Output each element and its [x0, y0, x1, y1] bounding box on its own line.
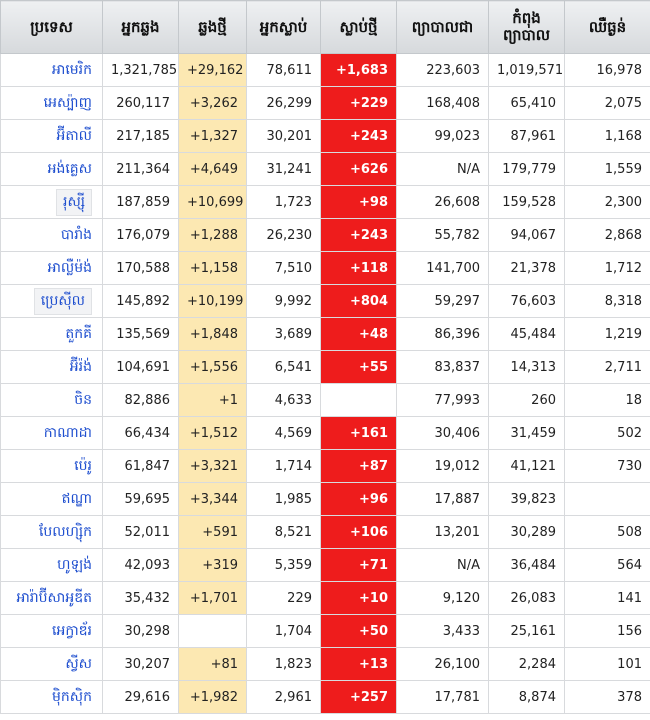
deaths-cell: 4,633: [247, 384, 321, 417]
cases-cell: 42,093: [103, 549, 179, 582]
critical-cell: 1,559: [565, 153, 650, 186]
new-cases-cell: +29,162: [179, 54, 247, 87]
recovered-cell: 168,408: [397, 87, 489, 120]
new-cases-cell: +1,158: [179, 252, 247, 285]
deaths-cell: 1,714: [247, 450, 321, 483]
new-cases-cell: +1,982: [179, 681, 247, 714]
table-row: [1, 285, 650, 318]
country-label[interactable]: ប្រេស៊ីល: [34, 288, 92, 315]
header-cases[interactable]: អ្នកឆ្លង: [103, 1, 179, 54]
table-row: [1, 318, 650, 351]
new-deaths-cell: +1,683: [321, 54, 397, 87]
critical-cell: 564: [565, 549, 650, 582]
critical-cell: 378: [565, 681, 650, 714]
cases-cell: 30,207: [103, 648, 179, 681]
header-active[interactable]: កំពុងព្យាបាល: [489, 1, 565, 54]
recovered-cell: 9,120: [397, 582, 489, 615]
recovered-cell: 26,608: [397, 186, 489, 219]
new-deaths-cell: +229: [321, 87, 397, 120]
country-cell[interactable]: អង់គ្លេស: [1, 153, 103, 186]
active-cell: 30,289: [489, 516, 565, 549]
recovered-cell: 26,100: [397, 648, 489, 681]
recovered-cell: 17,887: [397, 483, 489, 516]
table-row: [1, 483, 650, 516]
new-deaths-cell: +626: [321, 153, 397, 186]
new-cases-cell: [179, 615, 247, 648]
table-row: [1, 549, 650, 582]
cases-cell: 104,691: [103, 351, 179, 384]
table-row: [1, 54, 650, 87]
cases-cell: 29,616: [103, 681, 179, 714]
new-cases-cell: +1: [179, 384, 247, 417]
critical-cell: 156: [565, 615, 650, 648]
new-deaths-cell: +106: [321, 516, 397, 549]
new-cases-cell: +319: [179, 549, 247, 582]
country-cell[interactable]: អារ៉ាប៊ីសាអូឌីត: [1, 582, 103, 615]
new-cases-cell: +1,848: [179, 318, 247, 351]
new-deaths-cell: [321, 384, 397, 417]
table-body: [1, 54, 650, 714]
deaths-cell: 31,241: [247, 153, 321, 186]
new-cases-cell: +10,699: [179, 186, 247, 219]
active-cell: 8,874: [489, 681, 565, 714]
country-cell[interactable]: កាណាដា: [1, 417, 103, 450]
deaths-cell: 30,201: [247, 120, 321, 153]
recovered-cell: 17,781: [397, 681, 489, 714]
table-header: [1, 1, 650, 54]
active-cell: 159,528: [489, 186, 565, 219]
critical-cell: 8,318: [565, 285, 650, 318]
active-cell: 14,313: [489, 351, 565, 384]
active-cell: 25,161: [489, 615, 565, 648]
critical-cell: 16,978: [565, 54, 650, 87]
deaths-cell: 78,611: [247, 54, 321, 87]
deaths-cell: 2,961: [247, 681, 321, 714]
new-cases-cell: +591: [179, 516, 247, 549]
country-cell[interactable]: [1, 285, 103, 318]
recovered-cell: 55,782: [397, 219, 489, 252]
cases-cell: 217,185: [103, 120, 179, 153]
country-cell[interactable]: អាមេរិក: [1, 54, 103, 87]
critical-cell: 141: [565, 582, 650, 615]
header-critical[interactable]: ឈឺធ្ងន់: [565, 1, 650, 54]
new-deaths-cell: +96: [321, 483, 397, 516]
new-deaths-cell: +804: [321, 285, 397, 318]
cases-cell: 52,011: [103, 516, 179, 549]
new-deaths-cell: +10: [321, 582, 397, 615]
active-cell: 94,067: [489, 219, 565, 252]
deaths-cell: 7,510: [247, 252, 321, 285]
deaths-cell: 5,359: [247, 549, 321, 582]
cases-cell: 66,434: [103, 417, 179, 450]
active-cell: 21,378: [489, 252, 565, 285]
recovered-cell: 3,433: [397, 615, 489, 648]
table-row: [1, 648, 650, 681]
deaths-cell: 1,823: [247, 648, 321, 681]
country-cell[interactable]: បារាំង: [1, 219, 103, 252]
active-cell: 41,121: [489, 450, 565, 483]
table-row: [1, 450, 650, 483]
new-cases-cell: +1,701: [179, 582, 247, 615]
new-cases-cell: +10,199: [179, 285, 247, 318]
cases-cell: 35,432: [103, 582, 179, 615]
header-recovered[interactable]: ព្យាបាលជា: [397, 1, 489, 54]
table-row: [1, 615, 650, 648]
table-row: [1, 87, 650, 120]
table-row: [1, 516, 650, 549]
critical-cell: 1,219: [565, 318, 650, 351]
recovered-cell: N/A: [397, 153, 489, 186]
new-cases-cell: +1,288: [179, 219, 247, 252]
cases-cell: 82,886: [103, 384, 179, 417]
new-deaths-cell: +161: [321, 417, 397, 450]
new-deaths-cell: +87: [321, 450, 397, 483]
country-cell[interactable]: ឥណ្ឌា: [1, 483, 103, 516]
country-cell[interactable]: ចិន: [1, 384, 103, 417]
deaths-cell: 3,689: [247, 318, 321, 351]
table-row: [1, 252, 650, 285]
country-cell[interactable]: បែលហ្ស៊ិក: [1, 516, 103, 549]
new-deaths-cell: +243: [321, 120, 397, 153]
new-cases-cell: +3,344: [179, 483, 247, 516]
cases-cell: 1,321,785: [103, 54, 179, 87]
new-deaths-cell: +13: [321, 648, 397, 681]
table-row: [1, 417, 650, 450]
active-cell: 260: [489, 384, 565, 417]
new-cases-cell: +4,649: [179, 153, 247, 186]
deaths-cell: 4,569: [247, 417, 321, 450]
country-cell[interactable]: អ៊ីរ៉ង់: [1, 351, 103, 384]
new-deaths-cell: +257: [321, 681, 397, 714]
new-deaths-cell: +243: [321, 219, 397, 252]
new-deaths-cell: +55: [321, 351, 397, 384]
deaths-cell: 6,541: [247, 351, 321, 384]
header-deaths[interactable]: អ្នកស្លាប់: [247, 1, 321, 54]
critical-cell: 2,075: [565, 87, 650, 120]
cases-cell: 135,569: [103, 318, 179, 351]
deaths-cell: 26,230: [247, 219, 321, 252]
country-cell[interactable]: អេក្វាឌ័រ: [1, 615, 103, 648]
cases-cell: 187,859: [103, 186, 179, 219]
critical-cell: 730: [565, 450, 650, 483]
table-row: [1, 186, 650, 219]
recovered-cell: 141,700: [397, 252, 489, 285]
header-new-deaths[interactable]: ស្លាប់ថ្មី: [321, 1, 397, 54]
recovered-cell: 99,023: [397, 120, 489, 153]
active-cell: 36,484: [489, 549, 565, 582]
deaths-cell: 229: [247, 582, 321, 615]
new-deaths-cell: +118: [321, 252, 397, 285]
active-cell: 65,410: [489, 87, 565, 120]
new-cases-cell: +1,327: [179, 120, 247, 153]
deaths-cell: 8,521: [247, 516, 321, 549]
country-cell[interactable]: ម៉ិកស៊ិក: [1, 681, 103, 714]
table-row: [1, 681, 650, 714]
country-cell[interactable]: ហូឡង់: [1, 549, 103, 582]
table-row: [1, 153, 650, 186]
recovered-cell: 13,201: [397, 516, 489, 549]
table-row: [1, 351, 650, 384]
country-cell[interactable]: [1, 186, 103, 219]
cases-cell: 211,364: [103, 153, 179, 186]
active-cell: 87,961: [489, 120, 565, 153]
new-cases-cell: +81: [179, 648, 247, 681]
table-row: [1, 219, 650, 252]
active-cell: 2,284: [489, 648, 565, 681]
country-cell[interactable]: ស្វីស: [1, 648, 103, 681]
country-label[interactable]: រុស្ស៊ី: [56, 189, 92, 216]
deaths-cell: 9,992: [247, 285, 321, 318]
critical-cell: 101: [565, 648, 650, 681]
active-cell: 1,019,571: [489, 54, 565, 87]
table-row: [1, 582, 650, 615]
cases-cell: 260,117: [103, 87, 179, 120]
active-cell: 45,484: [489, 318, 565, 351]
deaths-cell: 1,704: [247, 615, 321, 648]
critical-cell: 18: [565, 384, 650, 417]
country-cell[interactable]: អេស្ប៉ាញ: [1, 87, 103, 120]
recovered-cell: 30,406: [397, 417, 489, 450]
deaths-cell: 1,985: [247, 483, 321, 516]
cases-cell: 176,079: [103, 219, 179, 252]
new-deaths-cell: +50: [321, 615, 397, 648]
cases-cell: 61,847: [103, 450, 179, 483]
active-cell: 76,603: [489, 285, 565, 318]
deaths-cell: 26,299: [247, 87, 321, 120]
critical-cell: 508: [565, 516, 650, 549]
country-cell[interactable]: អ៊ីតាលី: [1, 120, 103, 153]
critical-cell: 1,168: [565, 120, 650, 153]
new-cases-cell: +1,512: [179, 417, 247, 450]
new-deaths-cell: +98: [321, 186, 397, 219]
new-deaths-cell: +48: [321, 318, 397, 351]
table-row: [1, 120, 650, 153]
recovered-cell: 77,993: [397, 384, 489, 417]
country-cell[interactable]: ប៉េរូ: [1, 450, 103, 483]
critical-cell: 502: [565, 417, 650, 450]
header-row: [1, 1, 650, 54]
cases-cell: 145,892: [103, 285, 179, 318]
recovered-cell: 19,012: [397, 450, 489, 483]
active-cell: 31,459: [489, 417, 565, 450]
new-cases-cell: +1,556: [179, 351, 247, 384]
active-cell: 26,083: [489, 582, 565, 615]
critical-cell: 2,711: [565, 351, 650, 384]
table-row: [1, 384, 650, 417]
critical-cell: 1,712: [565, 252, 650, 285]
new-deaths-cell: +71: [321, 549, 397, 582]
header-new-cases[interactable]: ឆ្លងថ្មី: [179, 1, 247, 54]
recovered-cell: 59,297: [397, 285, 489, 318]
country-cell[interactable]: អាល្លឺម៉ង់: [1, 252, 103, 285]
deaths-cell: 1,723: [247, 186, 321, 219]
recovered-cell: N/A: [397, 549, 489, 582]
critical-cell: 2,868: [565, 219, 650, 252]
cases-cell: 170,588: [103, 252, 179, 285]
new-cases-cell: +3,262: [179, 87, 247, 120]
cases-cell: 59,695: [103, 483, 179, 516]
header-country[interactable]: ប្រទេស: [1, 1, 103, 54]
recovered-cell: 83,837: [397, 351, 489, 384]
active-cell: 179,779: [489, 153, 565, 186]
new-cases-cell: +3,321: [179, 450, 247, 483]
country-cell[interactable]: តួកគី: [1, 318, 103, 351]
recovered-cell: 86,396: [397, 318, 489, 351]
active-cell: 39,823: [489, 483, 565, 516]
cases-cell: 30,298: [103, 615, 179, 648]
critical-cell: 2,300: [565, 186, 650, 219]
critical-cell: [565, 483, 650, 516]
recovered-cell: 223,603: [397, 54, 489, 87]
